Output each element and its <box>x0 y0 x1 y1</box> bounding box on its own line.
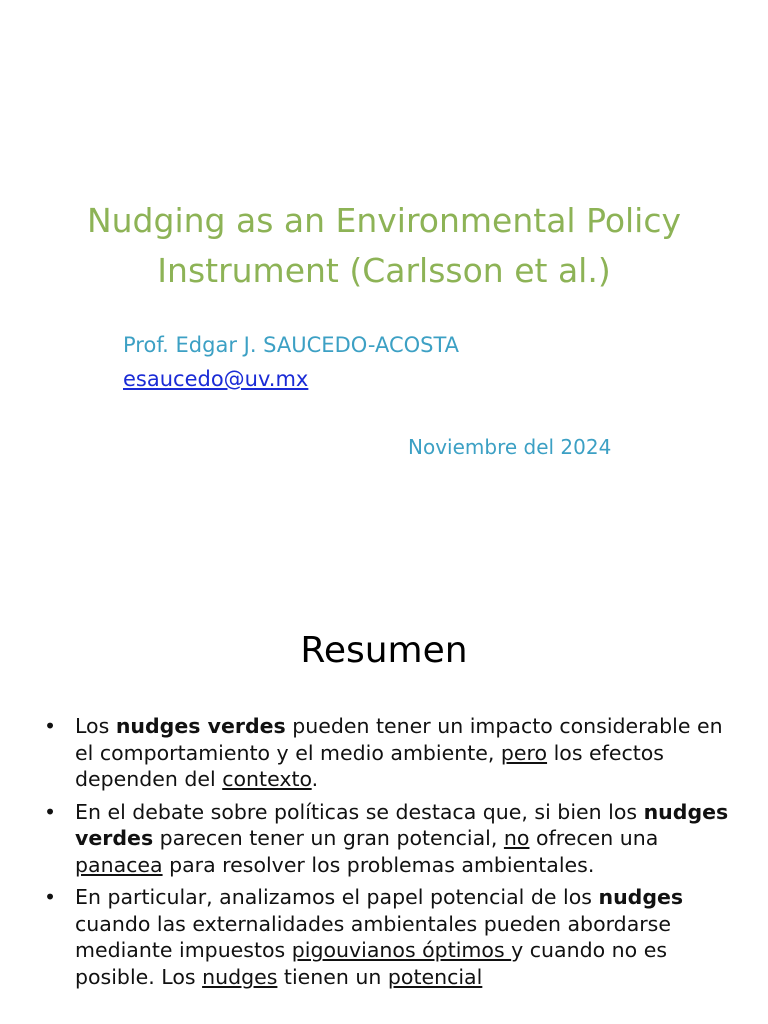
bullet-bold-text: nudges verdes <box>115 714 286 738</box>
bullet-list <box>42 713 738 996</box>
bullet-text: los efectos dependen del <box>75 740 664 791</box>
bullet-item <box>42 884 738 990</box>
bullet-underlined-text: pigouvianos óptimos <box>291 938 512 962</box>
bullet-text: para resolver los problemas ambientales. <box>162 852 595 877</box>
bullet-text: tienen un <box>277 964 388 989</box>
bullet-underlined-text: contexto <box>222 767 312 791</box>
presentation-date: Noviembre del 2024 <box>408 435 612 459</box>
presentation-title <box>40 196 728 296</box>
slide-title: Resumen <box>300 630 468 671</box>
title-line-2: Instrument (Carlsson et al.) <box>157 251 611 290</box>
author-name: Prof. Edgar J. SAUCEDO-ACOSTA <box>123 333 460 357</box>
bullet-icon: • <box>44 799 57 824</box>
title-line-1: Nudging as an Environmental Policy <box>86 201 682 240</box>
bullet-underlined-text: nudges <box>202 964 278 989</box>
bullet-text: parecen tener un gran potencial, <box>153 826 504 850</box>
bullet-text: En particular, analizamos el papel potencial de los <box>75 885 599 909</box>
bullet-underlined-text: pero <box>500 740 548 765</box>
bullet-underlined-text: potencial <box>387 964 483 989</box>
bullet-icon: • <box>44 714 57 738</box>
bullet-item <box>42 713 738 793</box>
bullet-icon: • <box>44 885 57 909</box>
bullet-underlined-text: panacea <box>75 852 163 877</box>
bullet-text: Los <box>75 714 116 738</box>
bullet-text: cuando las externalidades ambientales pueden abordarse mediante impuestos <box>75 911 671 962</box>
bullet-text: . <box>311 767 319 791</box>
bullet-text: ofrecen una <box>529 826 659 850</box>
bullet-text: En el debate sobre políticas se destaca que, si bien los <box>75 799 644 824</box>
bullet-item <box>42 799 738 879</box>
bullet-underlined-text: no <box>503 826 530 850</box>
bullet-bold-text: nudges <box>598 885 684 909</box>
bullet-text: y cuando no es posible. Los <box>75 938 668 989</box>
bullet-bold-text: nudges verdes <box>75 799 729 850</box>
bullet-text: pueden tener un impacto considerable en el comportamiento y el medio ambiente, <box>75 714 723 765</box>
summary-slide <box>0 576 768 1024</box>
author-email-link[interactable]: esaucedo@uv.mx <box>123 367 309 391</box>
